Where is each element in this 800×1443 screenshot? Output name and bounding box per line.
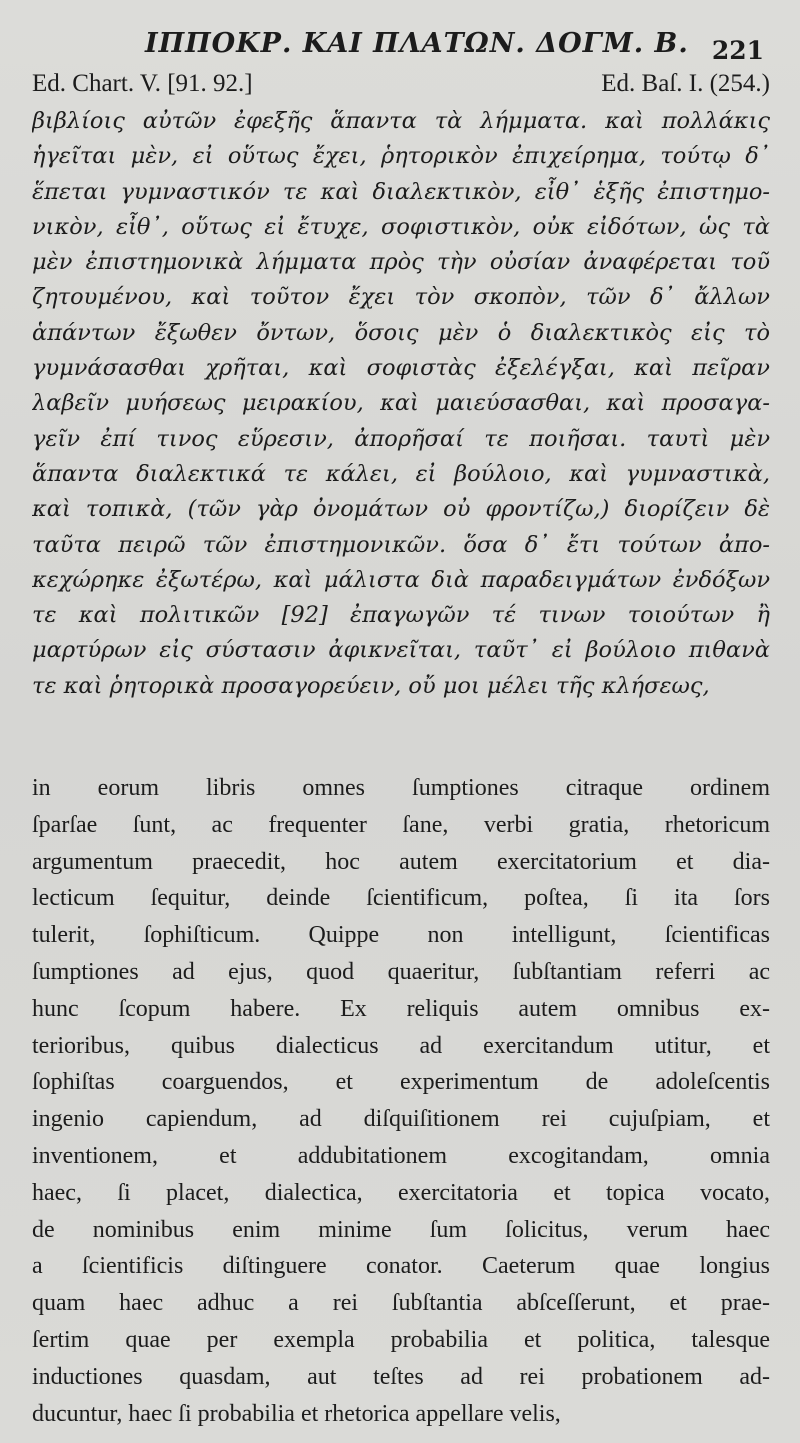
edition-ref-chartier: Ed. Chart. V. [91. 92.] <box>32 70 253 97</box>
latin-text-line: lecticum ſequitur, deinde ſcientificum, poſtea, ſi ita ſors <box>32 885 770 912</box>
greek-text-line: μαρτύρων εἰς σύστασιν ἀφικνεῖται, ταῦτ᾽ εἰ βούλοιο πιθανὰ <box>32 637 770 664</box>
greek-text-line: ἁπάντων ἔξωθεν ὄντων, ὅσοις μὲν ὁ διαλεκτικὸς εἰς τὸ <box>32 319 770 346</box>
running-head <box>0 28 800 65</box>
greek-text-block <box>32 104 770 704</box>
greek-text-line: βιβλίοις αὐτῶν ἐφεξῆς ἅπαντα τὰ λήμματα. καὶ πολλάκις <box>32 108 770 134</box>
page-number: 221 <box>711 36 764 65</box>
greek-text-line: ταῦτα πειρῶ τῶν ἐπιστημονικῶν. ὅσα δ᾽ ἔτι τούτων ἀπο- <box>32 531 770 558</box>
latin-text-line: inventionem, et addubitationem excogitandam, omnia <box>32 1142 770 1169</box>
latin-text-line: inductiones quasdam, aut teſtes ad rei probationem ad- <box>32 1363 770 1390</box>
latin-text-line: ſumptiones ad ejus, quod quaeritur, ſubſtantiam referri ac <box>32 958 770 985</box>
edition-ref-basel: Ed. Baſ. I. (254.) <box>601 70 770 97</box>
greek-text-line: ἡγεῖται μὲν, εἰ οὕτως ἔχει, ῥητορικὸν ἐπιχείρημα, τούτῳ δ᾽ <box>32 143 770 170</box>
latin-text-line: quam haec adhuc a rei ſubſtantia abſceſſerunt, et prae- <box>32 1290 770 1317</box>
latin-text-line: ſophiſtas coarguendos, et experimentum de adoleſcentis <box>32 1069 770 1096</box>
greek-text-line: ζητουμένου, καὶ τοῦτον ἔχει τὸν σκοπὸν, τῶν δ᾽ ἄλλων <box>32 284 770 311</box>
greek-text-line: τε καὶ πολιτικῶν [92] ἐπαγωγῶν τέ τινων τοιούτων ἢ <box>32 602 770 629</box>
latin-text-line: argumentum praecedit, hoc autem exercitatorium et dia- <box>32 848 770 875</box>
greek-text-line: ἕπεται γυμναστικόν τε καὶ διαλεκτικὸν, εἶθ᾽ ἑξῆς ἐπιστημο- <box>32 178 770 205</box>
greek-text-line: τε καὶ ῥητορικὰ προσαγορεύειν, οὔ μοι μέλει τῆς κλήσεως, <box>32 672 710 699</box>
latin-text-line: hunc ſcopum habere. Ex reliquis autem omnibus ex- <box>32 995 770 1022</box>
latin-text-line: a ſcientificis diſtinguere conator. Caeterum quae longius <box>32 1253 770 1280</box>
greek-text-line: ἅπαντα διαλεκτικά τε κάλει, εἰ βούλοιο, καὶ γυμναστικὰ, <box>32 460 770 487</box>
greek-text-line: καὶ τοπικὰ, (τῶν γὰρ ὀνομάτων οὐ φροντίζω,) διορίζειν δὲ <box>32 496 770 523</box>
latin-text-line: haec, ſi placet, dialectica, exercitatoria et topica vocato, <box>32 1179 770 1206</box>
greek-text-line: λαβεῖν μυήσεως μειρακίου, καὶ μαιεύσασθαι, καὶ προσαγα- <box>32 390 770 417</box>
latin-text-line: in eorum libris omnes ſumptiones citraque ordinem <box>32 775 770 801</box>
latin-text-line: terioribus, quibus dialecticus ad exercitandum utitur, et <box>32 1032 770 1059</box>
latin-text-line: tulerit, ſophiſticum. Quippe non intelligunt, ſcientificas <box>32 922 770 949</box>
greek-text-line: γυμνάσασθαι χρῆται, καὶ σοφιστὰς ἐξελέγξαι, καὶ πεῖραν <box>32 355 770 382</box>
latin-text-line: de nominibus enim minime ſum ſolicitus, verum haec <box>32 1216 770 1243</box>
greek-text-line: κεχώρηκε ἐξωτέρω, καὶ μάλιστα διὰ παραδειγμάτων ἐνδόξων <box>32 566 770 593</box>
latin-text-line: ducuntur, haec ſi probabilia et rhetorica appellare velis, <box>32 1400 561 1427</box>
running-head-title: ΙΠΠΟΚΡ. ΚΑΙ ΠΛΑΤΩΝ. ΔΟΓΜ. Β. <box>145 28 689 59</box>
latin-text-line: ſparſae ſunt, ac frequenter ſane, verbi gratia, rhetoricum <box>32 811 770 838</box>
latin-text-line: ſertim quae per exempla probabilia et politica, talesque <box>32 1326 770 1353</box>
greek-text-line: μὲν ἐπιστημονικὰ λήμματα πρὸς τὴν οὐσίαν ἀναφέρεται τοῦ <box>32 249 770 276</box>
latin-text-block <box>32 770 770 1432</box>
greek-text-line: γεῖν ἐπί τινος εὕρεσιν, ἀπορῆσαί τε ποιῆσαι. ταυτὶ μὲν <box>32 425 770 452</box>
latin-text-line: ingenio capiendum, ad diſquiſitionem rei cujuſpiam, et <box>32 1106 770 1133</box>
greek-text-line: νικὸν, εἶθ᾽, οὕτως εἰ ἔτυχε, σοφιστικὸν, οὐκ εἰδότων, ὡς τὰ <box>32 213 770 240</box>
edition-references <box>32 70 770 106</box>
